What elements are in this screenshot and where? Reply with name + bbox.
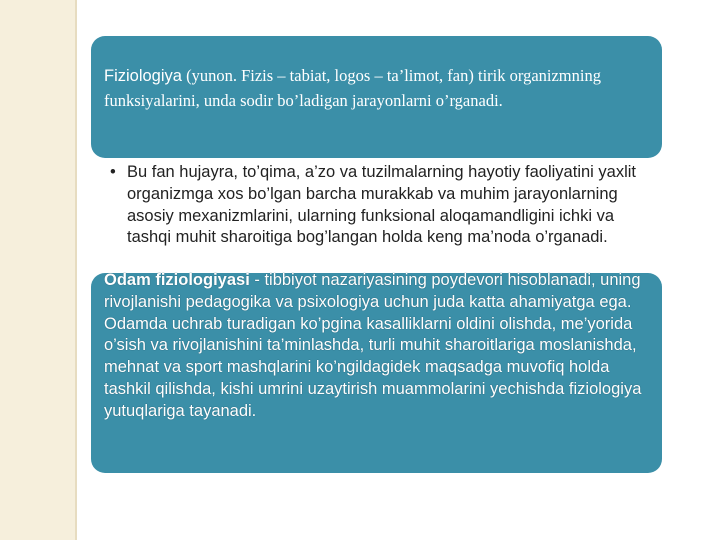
- left-decorative-strip: [0, 0, 77, 540]
- bullet-item: [110, 162, 650, 249]
- human-physiology-text: - tibbiyot nazariyasining poydevori hisoblanadi, uning rivojlanishi pedagogika va psixologiya uchun juda katta ahamiyatga ega. Odamda uchrab turadigan ko’pgina kasalliklarni oldini olishda, me’yorida o’sish va rivojlanishini ta’minlashda, turli muhit sharoitlariga moslanishda, mehnat va sport mashqlarini ko’ngildagidek maqsadga muvofiq holda tashkil qilishda, kishi umrini uzaytirish muammolarini yechishda fiziologiya yutuqlariga tayanadi.: [104, 271, 642, 420]
- definition-text: [104, 64, 649, 113]
- bullet-text: Bu fan hujayra, to’qima, a’zo va tuzilmalarning hayotiy faoliyatini yaxlit organizmga xos bo’lgan barcha murakkab va muhim jarayonlarning asosiy mexanizmlarini, ularning funksional aloqamandligini ichki va tashqi muhit sharoitiga bog’langan holda keng ma’noda o’rganadi.: [127, 163, 637, 247]
- human-physiology-paragraph: [104, 270, 659, 423]
- bullet-marker: •: [110, 163, 116, 181]
- human-physiology-lead: Odam fiziologiyasi: [104, 271, 250, 289]
- definition-body: (yunon. Fizis – tabiat, logos – ta’limot, fan) tirik organizmning funksiyalarini, unda sodir bo’ladigan jarayonlarni o’rganadi.: [104, 66, 601, 110]
- definition-term: Fiziologiya: [104, 67, 182, 85]
